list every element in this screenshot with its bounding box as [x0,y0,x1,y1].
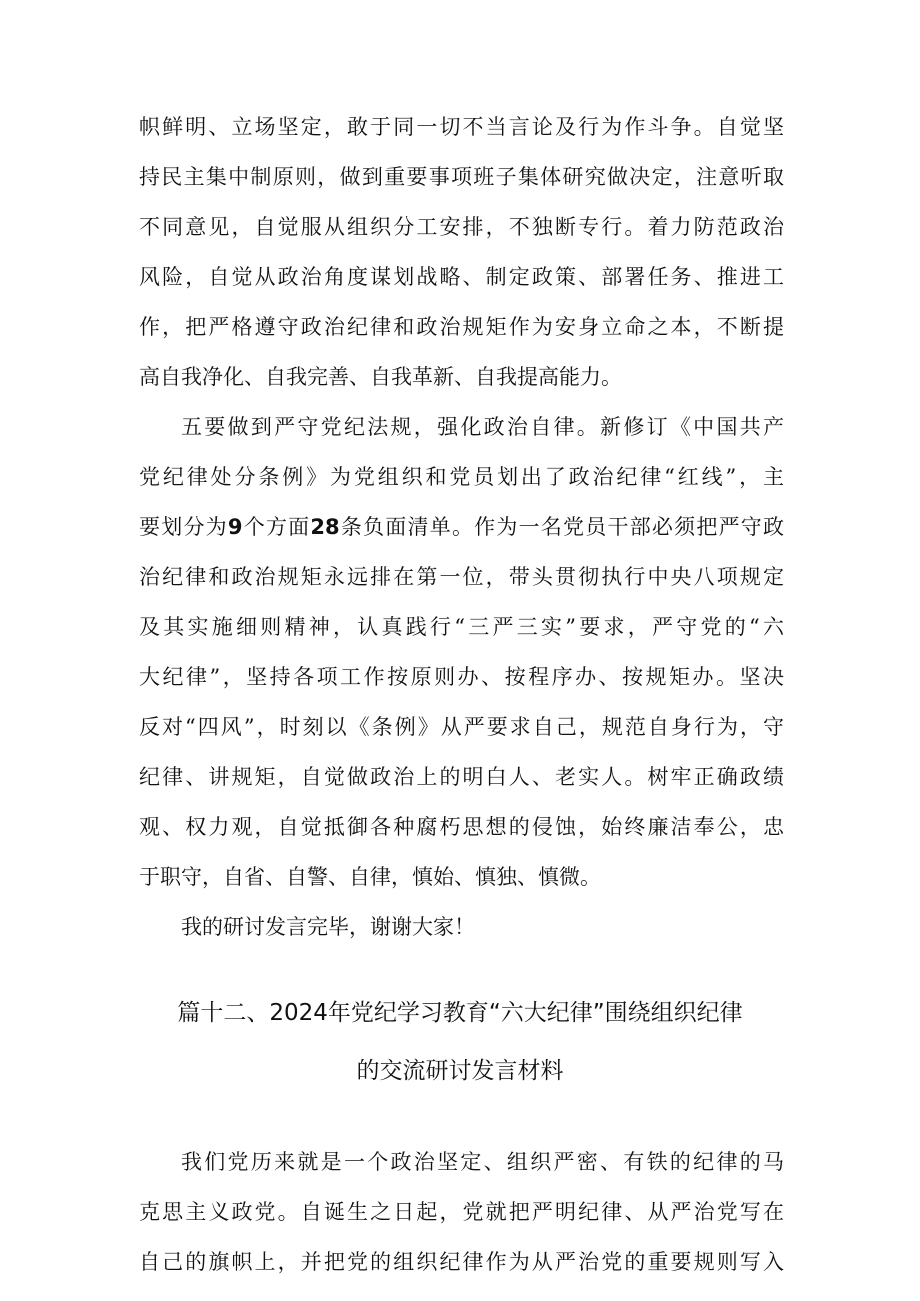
paragraph-line: 纪律、讲规矩，自觉做政治上的明白人、老实人。树牢正确政绩 [139,765,784,789]
section-title-line2: 的交流研讨发言材料 [356,1058,564,1084]
paragraph-line: 帜鲜明、立场坚定，敢于同一切不当言论及行为作斗争。自觉坚 [139,115,784,139]
paragraph-line: 于职守，自省、自警、自律，慎始、慎独、慎微。 [139,865,601,889]
paragraph-line: 自己的旗帜上，并把党的组织纪律作为从严治党的重要规则写入 [139,1250,784,1274]
paragraph-line: 反对“四风”，时刻以《条例》从严要求自己，规范自身行为，守 [139,715,784,739]
paragraph-line: 五要做到严守党纪法规，强化政治自律。新修订《中国共产 [181,415,784,439]
paragraph-line-with-numbers [139,505,784,549]
closing-line: 我的研讨发言完毕，谢谢大家！ [181,915,475,939]
paragraph-line: 风险，自觉从政治角度谋划战略、制定政策、部署任务、推进工 [139,265,784,289]
paragraph-line: 治纪律和政治规矩永远排在第一位，带头贯彻执行中央八项规定 [139,565,784,589]
paragraph-line: 高自我净化、自我完善、自我革新、自我提高能力。 [139,365,622,389]
text-segment: 要划分为 [139,515,228,539]
paragraph-line: 及其实施细则精神，认真践行“三严三实”要求，严守党的“六 [139,615,784,639]
paragraph-line: 持民主集中制原则，做到重要事项班子集体研究做决定，注意听取 [139,165,784,189]
paragraph-line: 克思主义政党。自诞生之日起，党就把严明纪律、从严治党写在 [139,1200,784,1224]
text-segment: 条负面清单。作为一名党员干部必须把严守政 [339,515,785,539]
text-segment: 个方面 [242,515,311,539]
paragraph-line: 大纪律”，坚持各项工作按原则办、按程序办、按规矩办。坚决 [139,665,784,689]
paragraph-line: 观、权力观，自觉抵御各种腐朽思想的侵蚀，始终廉洁奉公，忠 [139,815,784,839]
paragraph-line: 我们党历来就是一个政治坚定、组织严密、有铁的纪律的马 [181,1150,784,1174]
paragraph-line: 作，把严格遵守政治纪律和政治规矩作为安身立命之本，不断提 [139,315,784,339]
paragraph-line: 不同意见，自觉服从组织分工安排，不独断专行。着力防范政治 [139,215,784,239]
number-twenty-eight: 28 [310,515,340,539]
number-nine: 9 [227,515,243,539]
section-title-line1: 篇十二、2024年党纪学习教育“六大纪律”围绕组织纪律 [177,1000,743,1026]
paragraph-line: 党纪律处分条例》为党组织和党员划出了政治纪律“红线”，主 [139,465,784,489]
